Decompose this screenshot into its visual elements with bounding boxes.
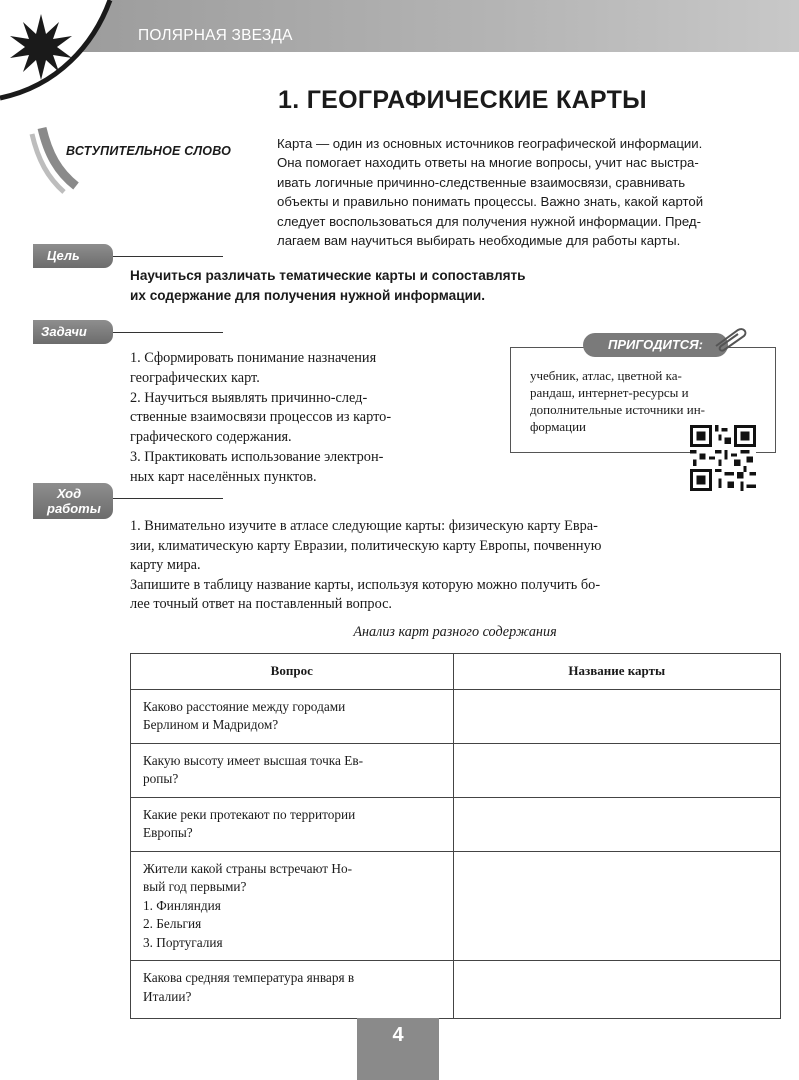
work-line: лее точный ответ на поставленный вопрос.	[130, 596, 392, 613]
answer-cell[interactable]	[453, 797, 780, 851]
goal-tag: Цель	[33, 244, 113, 268]
question-cell	[131, 689, 454, 743]
table-row	[131, 961, 781, 1019]
answer-cell[interactable]	[453, 961, 780, 1019]
intro-line: Карта — один из основных источников географической информации.	[277, 136, 703, 151]
task-line: 2. Научиться выявлять причинно-след-	[130, 389, 368, 406]
intro-paragraph	[277, 134, 764, 250]
column-header-question: Вопрос	[131, 654, 454, 690]
question-cell	[131, 797, 454, 851]
answer-cell[interactable]	[453, 851, 780, 961]
table-header-row	[131, 654, 781, 690]
intro-line: следует воспользоваться для получения нужной информации. Пред-	[277, 213, 702, 229]
task-line: 1. Сформировать понимание назначения	[130, 350, 377, 366]
task-line: графического содержания.	[130, 429, 292, 446]
intro-label: ВСТУПИТЕЛЬНОЕ СЛОВО	[66, 144, 232, 158]
useful-line: формации	[530, 419, 587, 434]
task-line: географических карт.	[130, 369, 260, 386]
paperclip-icon	[710, 326, 750, 352]
question-cell	[131, 743, 454, 797]
work-line: 1. Внимательно изучите в атласе следующие карты: физическую карту Евра-	[130, 518, 598, 534]
useful-label: ПРИГОДИТСЯ:	[608, 337, 703, 352]
useful-line: дополнительные источники ин-	[530, 402, 705, 417]
question-option: 2. Бельгия	[143, 916, 202, 931]
question-line: Европы?	[143, 825, 193, 840]
question-line: Берлином и Мадридом?	[143, 717, 279, 732]
question-option: 3. Португалия	[143, 934, 223, 950]
question-cell	[131, 851, 454, 961]
question-line: Какова средняя температура января в	[143, 970, 355, 985]
task-line: 3. Практиковать использование электрон-	[130, 448, 384, 465]
question-cell	[131, 961, 454, 1019]
useful-line: учебник, атлас, цветной ка-	[530, 368, 682, 383]
work-tag-line1: Ход	[57, 486, 82, 501]
tasks-tag: Задачи	[33, 320, 113, 344]
answer-cell[interactable]	[453, 689, 780, 743]
table-row	[131, 689, 781, 743]
question-line: Какую высоту имеет высшая точка Ев-	[143, 752, 364, 768]
question-line: Жители какой страны встречают Но-	[143, 860, 353, 876]
question-line: Италии?	[143, 988, 192, 1004]
analysis-table	[130, 653, 781, 1019]
work-line: карту мира.	[130, 557, 201, 574]
task-line: ственные взаимосвязи процессов из карто-	[130, 409, 392, 426]
work-tag	[33, 483, 113, 519]
section-title: ПОЛЯРНАЯ ЗВЕЗДА	[138, 27, 293, 44]
table-row	[131, 797, 781, 851]
table-row	[131, 743, 781, 797]
answer-cell[interactable]	[453, 743, 780, 797]
intro-line: лагаем вам научиться выбирать необходимые для работы карты.	[277, 233, 681, 249]
question-line: вый год первыми?	[143, 879, 247, 894]
task-line: ных карт населённых пунктов.	[130, 468, 317, 485]
question-option: 1. Финляндия	[143, 897, 221, 913]
table-row	[131, 851, 781, 961]
useful-line: рандаш, интернет-ресурсы и	[530, 385, 689, 400]
goal-line: Научиться различать тематические карты и сопоставлять	[130, 268, 526, 283]
goal-text	[130, 266, 600, 306]
work-line: Запишите в таблицу название карты, используя которую можно получить бо-	[130, 576, 601, 593]
page-number: 4	[392, 1024, 404, 1046]
question-line: Каково расстояние между городами	[143, 698, 346, 714]
goal-divider	[113, 256, 223, 257]
intro-line: объекты и правильно понимать процессы. Важно знать, какой картой	[277, 194, 704, 210]
polar-star-icon	[6, 12, 76, 82]
goal-line: их содержание для получения нужной информации.	[130, 288, 486, 303]
work-instructions	[130, 517, 780, 615]
intro-line: ивать логичные причинно-следственные взаимосвязи, сравнивать	[277, 174, 686, 190]
intro-arc-decoration	[24, 120, 84, 200]
tasks-divider	[113, 332, 223, 333]
tasks-list	[130, 349, 488, 488]
work-tag-line2: работы	[47, 501, 101, 516]
lesson-title: 1. ГЕОГРАФИЧЕСКИЕ КАРТЫ	[278, 86, 647, 114]
useful-tag	[583, 333, 728, 357]
work-line: зии, климатическую карту Евразии, политическую карту Европы, почвенную	[130, 537, 602, 554]
column-header-map-name: Название карты	[453, 654, 780, 690]
question-line: ропы?	[143, 771, 179, 786]
qr-code-icon[interactable]	[690, 425, 756, 491]
intro-line: Она помогает находить ответы на многие вопросы, учит нас выстра-	[277, 155, 699, 171]
table-caption: Анализ карт разного содержания	[353, 624, 557, 640]
work-divider	[113, 498, 223, 499]
question-line: Какие реки протекают по территории	[143, 806, 356, 822]
